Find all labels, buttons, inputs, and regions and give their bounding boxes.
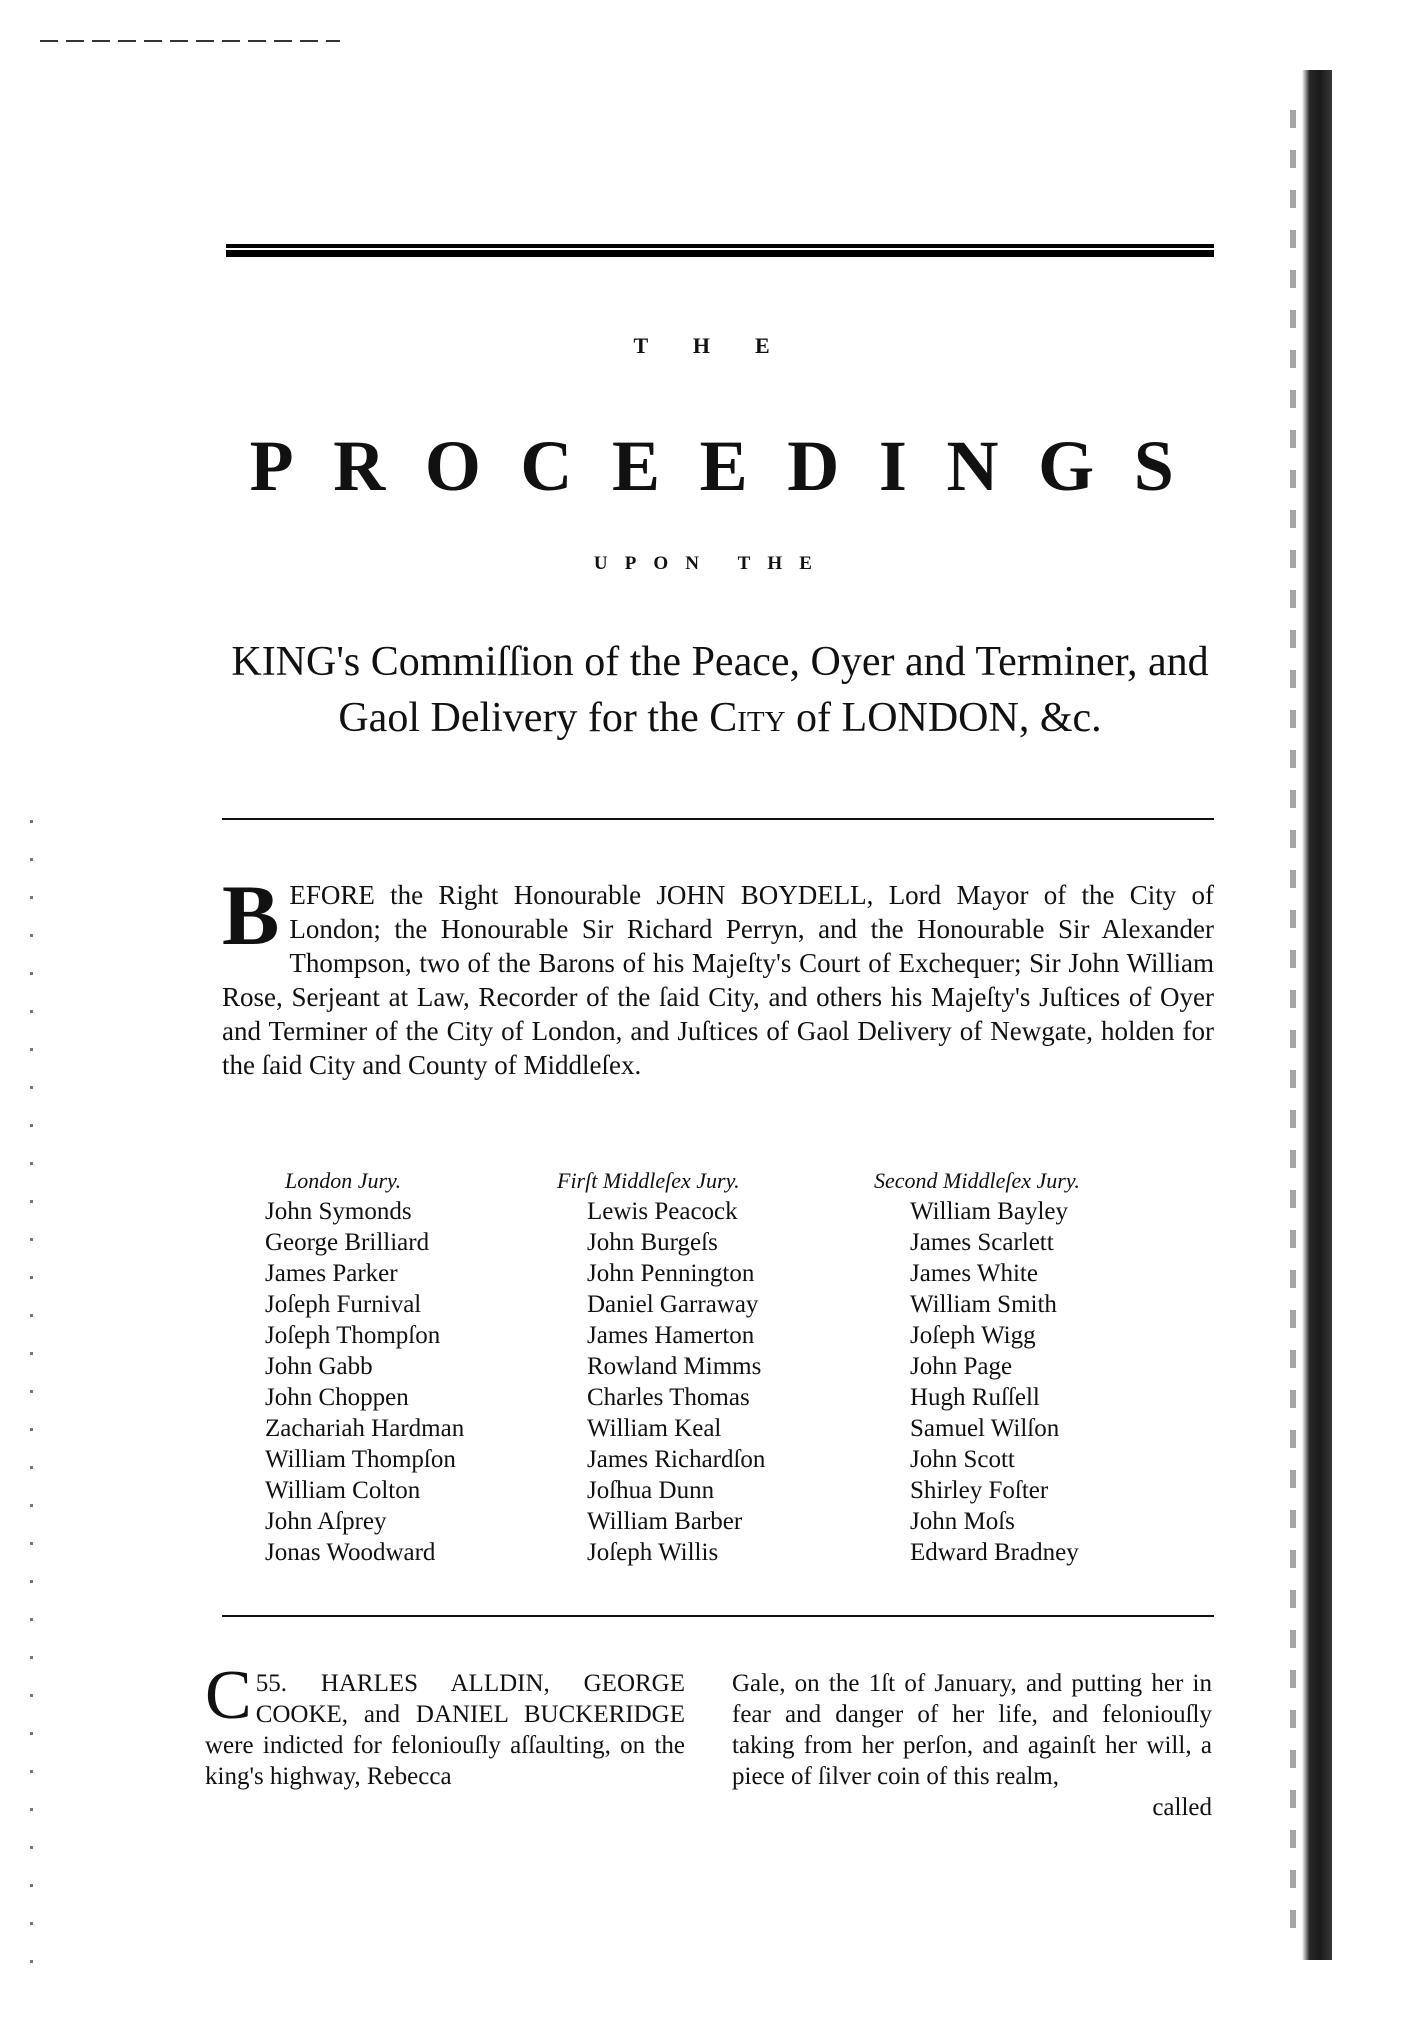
juror-name: James Parker <box>265 1260 398 1287</box>
juror-name: John Symonds <box>265 1198 412 1225</box>
title-the: T H E <box>633 333 790 358</box>
juror-name: Lewis Peacock <box>587 1198 738 1225</box>
juror-name: Rowland Mimms <box>587 1353 762 1380</box>
juror-name: John Moſs <box>910 1508 1015 1535</box>
juror-name: John Pennington <box>587 1260 755 1287</box>
juror-name: Jonas Woodward <box>265 1539 436 1566</box>
jury-heading: London Jury. <box>285 1168 402 1193</box>
juror-name: Joſeph Willis <box>587 1539 719 1566</box>
section-divider <box>222 818 1214 820</box>
juror-name: Joſhua Dunn <box>587 1477 715 1504</box>
jury-names <box>882 1196 1080 1568</box>
subtitle-line-2 <box>200 690 1240 746</box>
juror-name: Hugh Ruſſell <box>910 1384 1040 1411</box>
juror-name: John Gabb <box>265 1353 373 1380</box>
jury-names <box>265 1196 464 1568</box>
section-divider <box>222 1615 1214 1617</box>
subtitle-line-2-a: Gaol Delivery for the <box>338 695 710 741</box>
scan-scratch-mark <box>40 40 340 42</box>
juror-name: Joſeph Furnival <box>265 1291 422 1318</box>
juror-name: Daniel Garraway <box>587 1291 759 1318</box>
juror-name: George Brilliard <box>265 1229 430 1256</box>
juror-name: William Barber <box>587 1508 743 1535</box>
case-text-left-column <box>205 1657 685 1792</box>
juror-name: John Burgeſs <box>587 1229 718 1256</box>
juror-name: Charles Thomas <box>587 1384 750 1411</box>
juror-name: John Aſprey <box>265 1508 387 1535</box>
case-text-right-column <box>732 1668 1212 1823</box>
jury-heading: Second Middleſex Jury. <box>874 1168 1080 1193</box>
juror-name: James Richardſon <box>587 1446 766 1473</box>
case-number: 55. <box>255 1670 287 1697</box>
scan-margin-specks <box>30 820 33 1970</box>
juror-name: Joſeph Wigg <box>910 1322 1036 1349</box>
juror-name: Samuel Wilſon <box>910 1415 1060 1442</box>
juror-name: John Page <box>910 1353 1013 1380</box>
preamble-dropcap: B <box>222 867 280 963</box>
london-jury <box>265 1165 464 1568</box>
juror-name: James Scarlett <box>910 1229 1054 1256</box>
case-text-left: HARLES ALLDIN, GEORGE COOKE, and DANIEL BUCKERIDGE were indicted for feloniouſly aſſaulting, on the king's highway, Rebecca <box>205 1670 685 1790</box>
ornamental-header-rule <box>226 244 1214 260</box>
juror-name: James White <box>910 1260 1038 1287</box>
court-preamble <box>222 867 1214 1082</box>
preamble-text: EFORE the Right Honourable JOHN BOYDELL, Lord Mayor of the City of London; the Honourable Sir Richard Perryn, and the Honourable Sir Alexander Thompson, two of the Barons of his Majeſty's Court of Exchequer; Sir John William Rose, Serjeant at Law, Recorder of the ſaid City, and others his Majeſty's Juſtices of Oyer and Terminer of the City of London, and Juſtices of Gaol Delivery of Newgate, holden for the ſaid City and County of Middleſex. <box>222 880 1214 1080</box>
subtitle-line-1: KING's Commiſſion of the Peace, Oyer and Terminer, and <box>231 639 1209 685</box>
jury-heading: Firſt Middleſex Jury. <box>557 1168 740 1193</box>
juror-name: John Choppen <box>265 1384 409 1411</box>
jury-names <box>562 1196 765 1568</box>
juror-name: William Keal <box>587 1415 722 1442</box>
second-middlesex-jury <box>874 1165 1080 1568</box>
juror-name: William Smith <box>910 1291 1057 1318</box>
juror-name: Shirley Foſter <box>910 1477 1049 1504</box>
juror-name: Zachariah Hardman <box>265 1415 465 1442</box>
juror-name: William Thompſon <box>265 1446 456 1473</box>
juror-name: Joſeph Thompſon <box>265 1322 441 1349</box>
subtitle-city: City <box>709 695 786 741</box>
scan-page-edge-shadow <box>1290 110 1296 1930</box>
subtitle-line-2-b: of LONDON, &c. <box>785 695 1102 741</box>
catchword: called <box>1152 1794 1212 1821</box>
first-middlesex-jury <box>557 1165 766 1568</box>
juror-name: James Hamerton <box>587 1322 755 1349</box>
page-title: PROCEEDINGS <box>249 426 1214 506</box>
juror-name: Edward Bradney <box>910 1539 1079 1566</box>
juror-name: John Scott <box>910 1446 1015 1473</box>
case-dropcap: C <box>205 1657 252 1734</box>
juror-name: William Bayley <box>910 1198 1068 1225</box>
title-upon-the: UPON THE <box>593 553 830 574</box>
commission-subtitle <box>200 634 1240 746</box>
juror-name: William Colton <box>265 1477 421 1504</box>
case-text-right: Gale, on the 1ſt of January, and putting her in fear and danger of her life, and feloniouſly taking from her perſon, and againſt her will, a piece of ſilver coin of this realm, <box>732 1670 1212 1790</box>
